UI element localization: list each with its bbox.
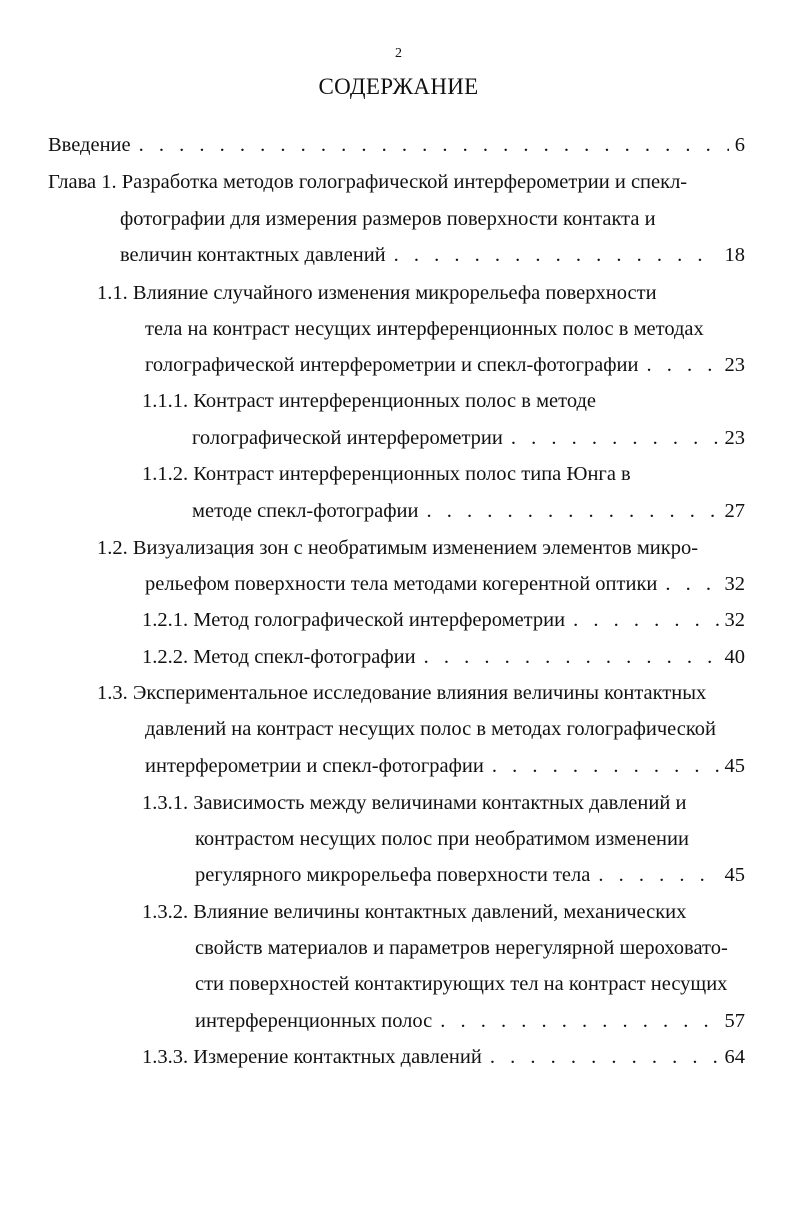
toc-section-1-1-line: тела на контраст несущих интерференционных полос в методах	[145, 318, 704, 340]
toc-section-1-3-1-line: 1.3.1. Зависимость между величинами контактных давлений и	[142, 792, 687, 814]
toc-page-number: 6	[734, 134, 745, 156]
page-number: 2	[395, 46, 402, 61]
toc-section-1-1-line: 1.1. Влияние случайного изменения микрорельефа поверхности	[97, 282, 657, 304]
toc-entry-text: интерференционных полос	[195, 1010, 433, 1032]
toc-page-number: 23	[724, 427, 745, 449]
toc-entry-1-2-2[interactable]	[142, 644, 745, 670]
toc-section-1-3-line: 1.3. Экспериментальное исследование влияния величины контактных	[97, 682, 707, 704]
toc-entry-1-2[interactable]	[145, 571, 745, 597]
toc-entry-1-3[interactable]	[145, 753, 745, 779]
leader-dots	[426, 498, 718, 524]
leader-dots	[598, 862, 718, 888]
toc-entry-text: интерферометрии и спекл-фотографии	[145, 755, 484, 777]
toc-page-number: 27	[724, 500, 745, 522]
leader-dots	[139, 132, 729, 158]
toc-entry-text: Введение	[48, 134, 131, 156]
toc-page-number: 40	[724, 646, 745, 668]
toc-section-1-3-2-line: свойств материалов и параметров нерегулярной шероховато-	[195, 937, 728, 959]
toc-section-1-3-1-line: контрастом несущих полос при необратимом изменении	[195, 828, 689, 850]
toc-page-number: 23	[724, 354, 745, 376]
page-title: СОДЕРЖАНИЕ	[318, 74, 479, 99]
toc-chapter-1-line: Глава 1. Разработка методов голографической интерферометрии и спекл-	[48, 171, 688, 193]
leader-dots	[665, 571, 718, 597]
leader-dots	[424, 644, 719, 670]
toc-section-1-2-line: 1.2. Визуализация зон с необратимым изменением элементов микро-	[97, 537, 699, 559]
toc-entry-text: 1.2.2. Метод спекл-фотографии	[142, 646, 416, 668]
toc-page-number: 32	[724, 609, 745, 631]
toc-entry-1-3-1[interactable]	[195, 862, 745, 888]
toc-page-number: 64	[724, 1046, 745, 1068]
toc-entry-1-1[interactable]	[145, 352, 745, 378]
toc-entry-text: 1.2.1. Метод голографической интерферометрии	[142, 609, 566, 631]
toc-page-number: 18	[724, 244, 745, 266]
leader-dots	[573, 607, 718, 633]
toc-section-1-3-2-line: 1.3.2. Влияние величины контактных давлений, механических	[142, 901, 687, 923]
leader-dots	[490, 1044, 719, 1070]
toc-entry-text: рельефом поверхности тела методами когерентной оптики	[145, 573, 658, 595]
toc-chapter-1-line: фотографии для измерения размеров поверхности контакта и	[120, 208, 656, 230]
toc-entry-text: величин контактных давлений	[120, 244, 386, 266]
toc-entry-text: регулярного микрорельефа поверхности тела	[195, 864, 591, 886]
toc-entry-text: голографической интерферометрии и спекл-фотографии	[145, 354, 639, 376]
toc-page-number: 57	[724, 1010, 745, 1032]
toc-section-1-3-2-line: сти поверхностей контактирующих тел на контраст несущих	[195, 973, 728, 995]
toc-section-1-1-2-line: 1.1.2. Контраст интерференционных полос типа Юнга в	[142, 463, 631, 485]
toc-entry-text: методе спекл-фотографии	[192, 500, 419, 522]
toc-entry-text: 1.3.3. Измерение контактных давлений	[142, 1046, 482, 1068]
leader-dots	[646, 352, 718, 378]
toc-entry-1-1-2[interactable]	[192, 498, 745, 524]
toc-entry-intro[interactable]	[48, 132, 745, 158]
leader-dots	[511, 425, 719, 451]
toc-entry-chapter-1[interactable]	[120, 242, 745, 268]
toc-page-number: 45	[724, 755, 745, 777]
toc-section-1-3-line: давлений на контраст несущих полос в методах голографической	[145, 718, 716, 740]
toc-page-number: 32	[724, 573, 745, 595]
toc-entry-text: голографической интерферометрии	[192, 427, 503, 449]
toc-entry-1-3-2[interactable]	[195, 1008, 745, 1034]
leader-dots	[440, 1008, 718, 1034]
toc-entry-1-2-1[interactable]	[142, 607, 745, 633]
leader-dots	[492, 753, 719, 779]
toc-page-number: 45	[724, 864, 745, 886]
toc-entry-1-1-1[interactable]	[192, 425, 745, 451]
toc-section-1-1-1-line: 1.1.1. Контраст интерференционных полос в методе	[142, 390, 597, 412]
toc-entry-1-3-3[interactable]	[142, 1044, 745, 1070]
leader-dots	[394, 242, 719, 268]
